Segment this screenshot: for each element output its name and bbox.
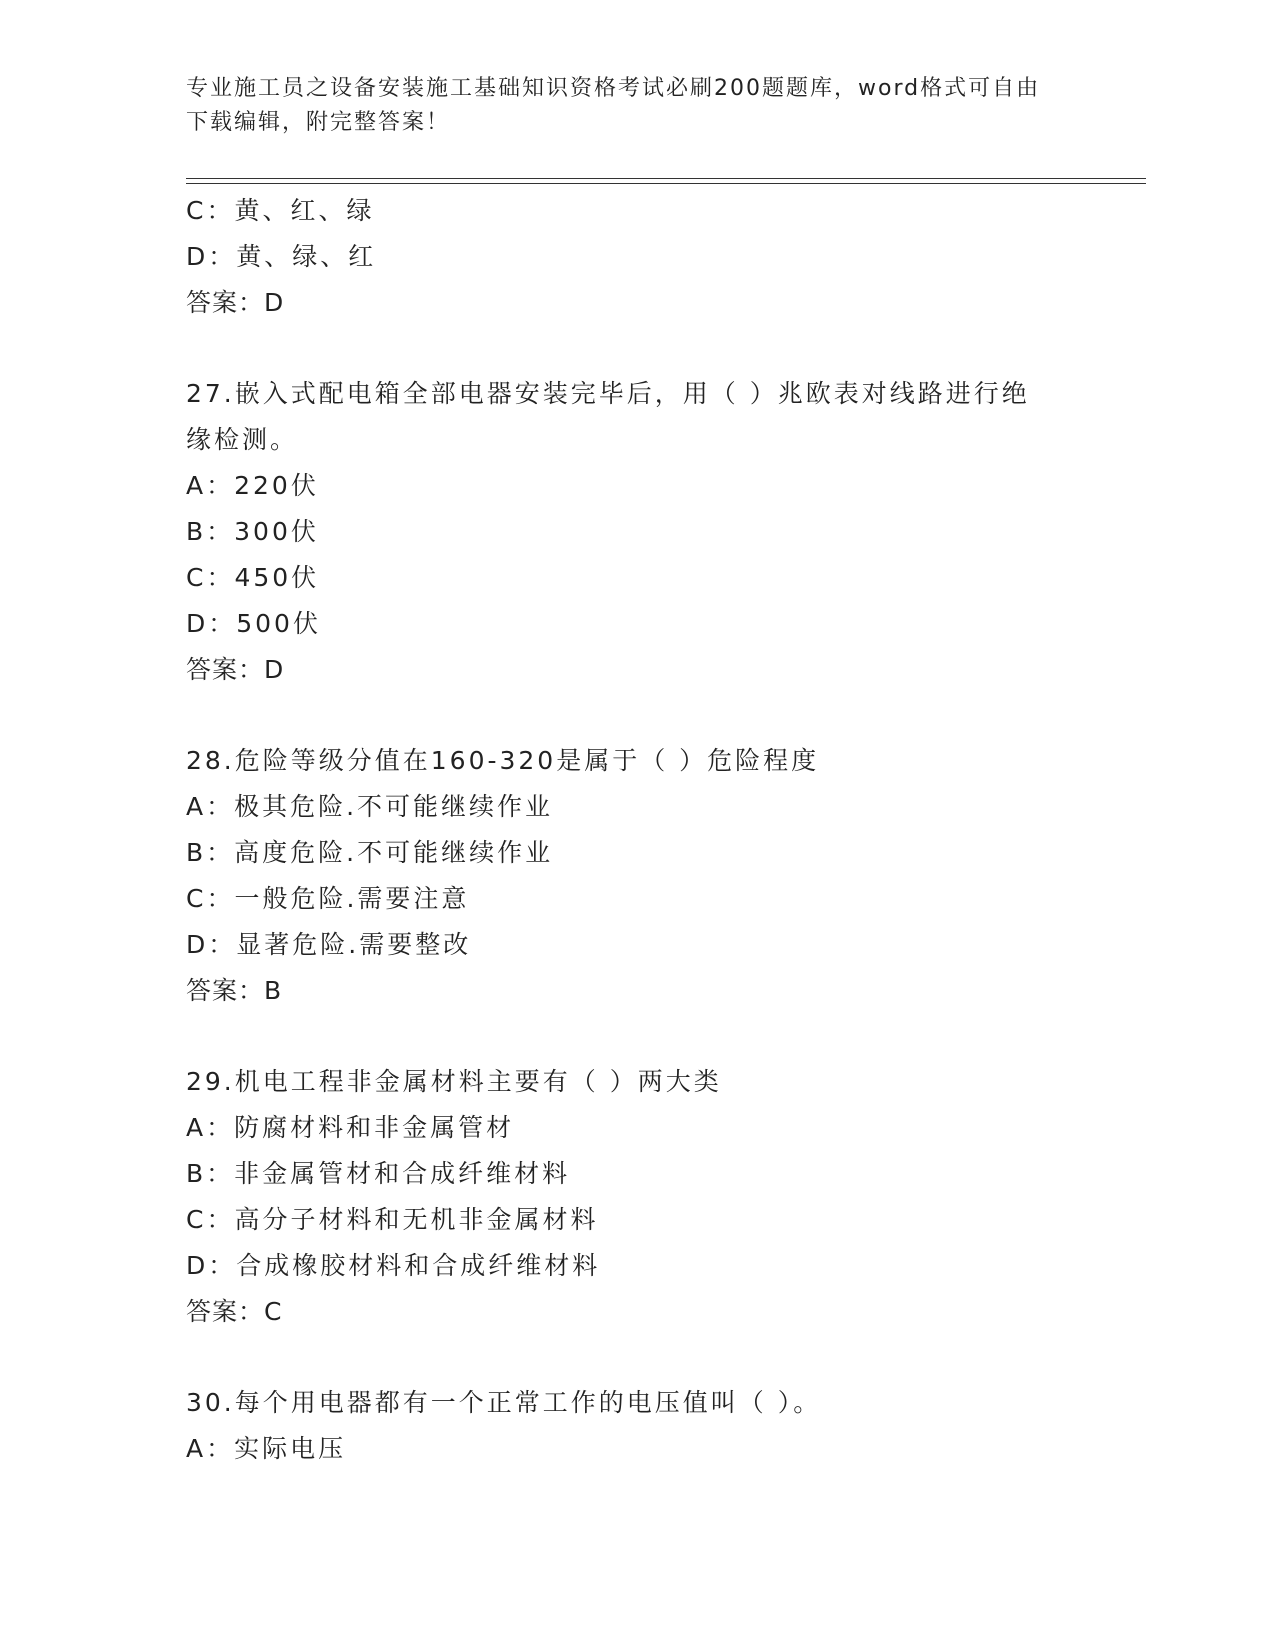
spacer (186, 693, 1146, 738)
question-list (186, 188, 1146, 1472)
header-divider-bottom (186, 183, 1146, 184)
option-c: C：一般危险.需要注意 (186, 884, 470, 913)
option-c: C：450伏 (186, 563, 320, 592)
header-title-line-1: 专业施工员之设备安装施工基础知识资格考试必刷200题题库，word格式可自由 (186, 76, 1041, 101)
option-c: C：黄、红、绿 (186, 196, 375, 225)
option-b: B：300伏 (186, 517, 319, 546)
answer-line: 答案：C (186, 1297, 283, 1326)
option-c: C：高分子材料和无机非金属材料 (186, 1205, 599, 1234)
question-30 (186, 1380, 1146, 1472)
header-title-line-2: 下载编辑，附完整答案！ (186, 110, 451, 135)
option-a: A：实际电压 (186, 1434, 347, 1463)
option-a: A：极其危险.不可能继续作业 (186, 792, 554, 821)
option-d: D：500伏 (186, 609, 321, 638)
spacer (186, 1014, 1146, 1059)
question-26 (186, 188, 1146, 326)
answer-line: 答案：D (186, 288, 285, 317)
question-27 (186, 371, 1146, 693)
option-d: D：黄、绿、红 (186, 242, 377, 271)
answer-line: 答案：D (186, 655, 285, 684)
question-stem: 29.机电工程非金属材料主要有（ ）两大类 (186, 1067, 722, 1096)
option-a: A：220伏 (186, 471, 319, 500)
question-stem: 28.危险等级分值在160-320是属于（ ）危险程度 (186, 746, 820, 775)
option-d: D：合成橡胶材料和合成纤维材料 (186, 1251, 601, 1280)
question-stem: 30.每个用电器都有一个正常工作的电压值叫（ ）。 (186, 1388, 822, 1417)
question-stem-continued: 缘检测。 (186, 425, 299, 454)
question-29 (186, 1059, 1146, 1335)
option-b: B：非金属管材和合成纤维材料 (186, 1159, 571, 1188)
question-stem: 27.嵌入式配电箱全部电器安装完毕后，用（ ）兆欧表对线路进行绝 (186, 379, 1030, 408)
header-divider-top (186, 178, 1146, 179)
option-b: B：高度危险.不可能继续作业 (186, 838, 554, 867)
question-28 (186, 738, 1146, 1014)
option-a: A：防腐材料和非金属管材 (186, 1113, 515, 1142)
document-header (186, 72, 1086, 140)
option-d: D：显著危险.需要整改 (186, 930, 472, 959)
spacer (186, 1335, 1146, 1380)
answer-line: 答案：B (186, 976, 283, 1005)
spacer (186, 326, 1146, 371)
